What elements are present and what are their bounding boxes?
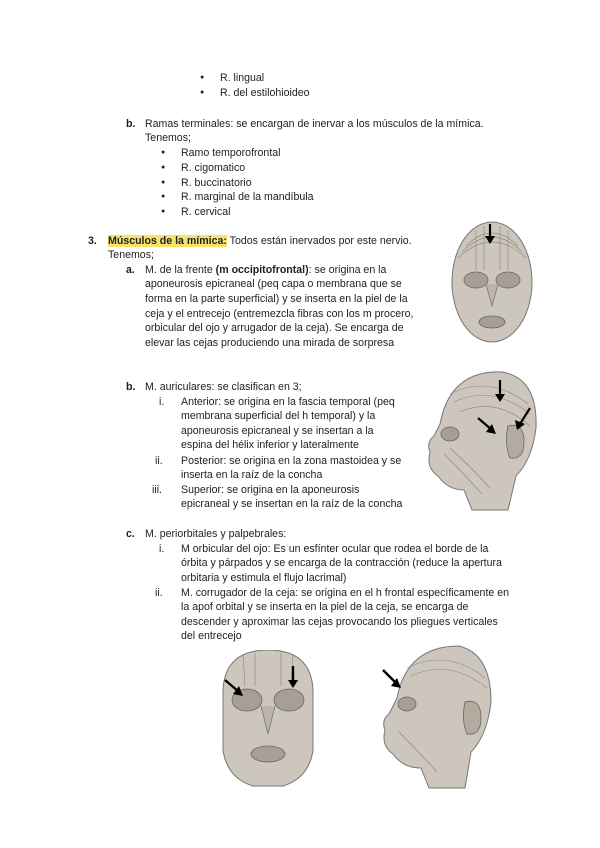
roman-marker: i. xyxy=(159,396,165,408)
paragraph-line: M. auriculares: se clasifican en 3; xyxy=(145,381,302,393)
paragraph-line: Tenemos; xyxy=(145,132,191,144)
text-span: : se origina en la xyxy=(308,264,387,276)
paragraph-line: Superior: se origina en la aponeurosis xyxy=(181,484,360,496)
highlighted-title: Músculos de la mímica: xyxy=(108,235,227,247)
list-item xyxy=(220,71,264,86)
list-item-text: R. marginal de la mandíbula xyxy=(181,191,314,203)
paragraph-line: espina del hélix inferior y lateralmente xyxy=(181,439,359,451)
paragraph-line: aponeurosis epicraneal (peq capa o membrana que se xyxy=(145,278,402,290)
list-marker: a. xyxy=(126,264,135,276)
paragraph-line: M. corrugador de la ceja: se origina en el h frontal específicamente en xyxy=(181,587,510,599)
paragraph-line: elevar las cejas produciendo una mirada de sorpresa xyxy=(145,337,395,349)
list-marker: c. xyxy=(126,528,135,540)
roman-marker: ii. xyxy=(155,587,163,599)
list-item-text: R. buccinatorio xyxy=(181,177,252,189)
paragraph-line: M orbicular del ojo: Es un esfínter ocular que rodea el borde de la xyxy=(181,543,489,555)
paragraph-line: epicraneal y se insertan en la raíz de la concha xyxy=(181,498,403,510)
list-marker: b. xyxy=(126,118,136,130)
roman-marker: ii. xyxy=(155,455,163,467)
list-item-text: R. lingual xyxy=(220,72,265,84)
bold-term: (m occipitofrontal) xyxy=(215,264,309,276)
roman-marker: iii. xyxy=(152,484,163,496)
paragraph-line: forma en la parte superficial) y se inserta en la piel de la xyxy=(145,293,408,305)
paragraph-line: Ramas terminales: se encargan de inervar a los músculos de la mímica. xyxy=(145,118,484,130)
list-item xyxy=(181,146,281,161)
list-marker: b. xyxy=(126,381,136,393)
paragraph-line xyxy=(145,263,386,278)
frontal-orbicular-illustration xyxy=(213,650,323,790)
paragraph-line: inserta en la raíz de la concha xyxy=(181,469,323,481)
lateral-corrugator-illustration xyxy=(373,640,493,790)
list-item xyxy=(181,190,314,205)
paragraph-line: aponeurosis epicraneal y se insertan a la xyxy=(181,425,374,437)
list-item-text: R. del estilohioideo xyxy=(220,87,310,99)
section-number: 3. xyxy=(88,235,97,247)
paragraph-line: descender y aproximar las cejas provocando los pliegues verticales xyxy=(181,616,498,628)
lateral-head-illustration xyxy=(420,364,540,512)
paragraph-line: membrana superficial del h temporal) y la xyxy=(181,410,376,422)
list-item-text: R. cigomatico xyxy=(181,162,246,174)
frontal-head-illustration xyxy=(446,218,538,348)
paragraph-line: orbitaria y estimula el flujo lacrimal) xyxy=(181,572,347,584)
paragraph-line: Posterior: se origina en la zona mastoidea y se xyxy=(181,455,402,467)
paragraph-line: ceja y el entrecejo (entremezcla fibras con los m procero, xyxy=(145,308,414,320)
paragraph-line: la apof orbital y se inserta en la piel de la ceja, se encarga de xyxy=(181,601,469,613)
paragraph-line: Anterior: se origina en la fascia temporal (peq xyxy=(181,396,395,408)
paragraph-line: órbita y párpados y se encarga de la contracción (reduce la apertura xyxy=(181,557,502,569)
list-item xyxy=(181,176,252,191)
list-item-text: R. cervical xyxy=(181,206,231,218)
paragraph-line: del entrecejo xyxy=(181,630,242,642)
section-intro: Todos están inervados por este nervio. xyxy=(226,235,412,247)
roman-marker: i. xyxy=(159,543,165,555)
section-heading xyxy=(108,234,412,249)
paragraph-line: orbicular del ojo y arrugador de la ceja). Se encarga de xyxy=(145,322,404,334)
list-item-text: Ramo temporofrontal xyxy=(181,147,281,159)
paragraph-line: M. periorbitales y palpebrales: xyxy=(145,528,287,540)
list-item xyxy=(181,161,245,176)
list-item xyxy=(220,86,310,101)
paragraph-line: Tenemos; xyxy=(108,249,154,261)
text-span: M. de la frente xyxy=(145,264,216,276)
list-item xyxy=(181,205,230,220)
